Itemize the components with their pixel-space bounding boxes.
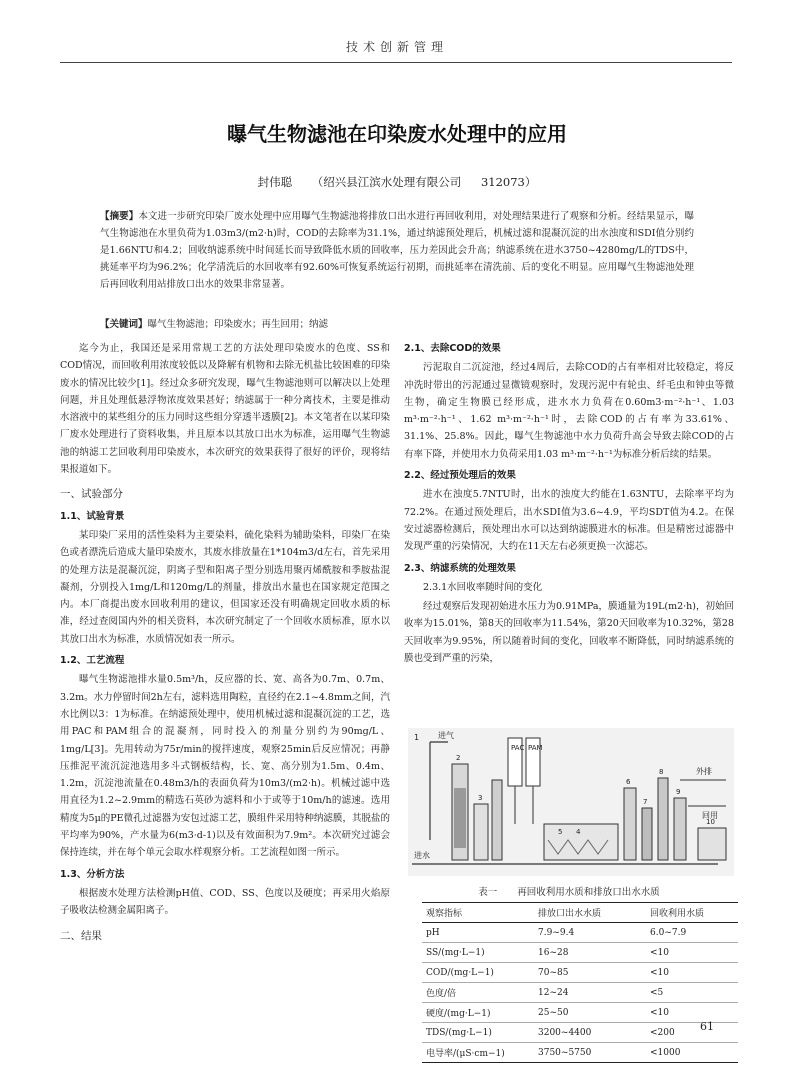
n4-label: 4 <box>576 828 581 836</box>
intro-paragraph: 迄今为止，我国还是采用常规工艺的方法处理印染废水的色度、SS和COD情况，而回收利用浓度较低以及降解有机物和去除无机盐比较困难的印染废水的情况比较少[1]。经过众多研究发现，曝气生物滤池则可以解决以上处理问题，并且处理低悬浮物浓度效果甚好；纳滤属于一种分离技术，主要是推动水溶液中的某些组分的压力同时这些组分穿透半透膜[2]。本文笔者在以某印染厂废水处理进行了资料收集，并且原本以其放口出水为标准，运用曝气生物滤池的纳滤工艺回收利用印染废水，本次研究的效果获得了很好的评价，现将结果报道如下。 <box>60 343 390 476</box>
table-cell: TDS/(mg·L−1) <box>422 1023 534 1043</box>
paragraph: 曝气生物滤池排水量0.5m³/h，反应器的长、宽、高各为0.7m、0.7m、3.2m。水力停留时间2h左右，滤料选用陶粒，直径约在2.1~4.8mm之间，汽水比例以3：1为标准。在纳滤预处理中，使用机械过滤和混凝沉淀的工艺，选用PAC和PAM组合的混凝剂，同时投入的剂量分别约为90mg/L、1mg/L[3]。先用转动为75r/min的搅拌速度，观察25min后反应情况；再静压推泥平流沉淀池选用多斗式钢板结构，长、宽、高分别为1.5m、0.4m、1.2m，沉淀池流量在0.48m3/h的表面负荷为10m3/(m2·h)。机械过滤中选用直径为1.2~2.9mm的精选石英砂为滤料和小于或等于10m/h的滤速。选用精度为5μ的PE微孔过滤器为安包过滤工艺，膜组件采用特种纳滤膜，其脱盐的平均率为90%，产水量为6(m3·d-1)以及有效面积为7.9m²。本次研究过滤会保持连续，并在每个单元会取水样观察分析。工艺流程如图一所示。 <box>60 674 390 859</box>
subsubsection-heading: 2.3.1水回收率随时间的变化 <box>423 581 543 593</box>
nf-membrane <box>658 778 668 860</box>
table-cell: 16~28 <box>534 943 646 963</box>
table-row <box>422 983 738 1003</box>
column-header: 观察指标 <box>422 903 534 923</box>
table-cell: 色度/倍 <box>422 983 534 1003</box>
table-cell: <200 <box>646 1023 738 1043</box>
table-cell: 7.9~9.4 <box>534 923 646 943</box>
right-column <box>404 340 734 667</box>
n8-label: 8 <box>659 768 664 776</box>
table-title: 再回收利用水质和排放口出水水质 <box>517 887 660 898</box>
subsection-heading: 2.3、纳滤系统的处理效果 <box>404 562 516 574</box>
reuse-label: 回用 <box>702 811 718 820</box>
table-cell: pH <box>422 923 534 943</box>
outlet-label: 外排 <box>696 767 712 776</box>
left-column <box>60 340 390 949</box>
pac-label: PAC <box>511 744 525 752</box>
n10-label: 10 <box>706 818 715 826</box>
table-cell: COD/(mg·L−1) <box>422 963 534 983</box>
subsection-heading: 1.1、试验背景 <box>60 510 125 522</box>
abstract <box>100 208 694 293</box>
n9-label: 9 <box>676 788 681 796</box>
keywords <box>100 316 694 333</box>
process-flow-diagram <box>408 728 734 876</box>
tank <box>492 780 502 860</box>
table-caption <box>404 884 734 898</box>
page-number: 61 <box>700 1020 714 1033</box>
section-heading: 一、试验部分 <box>60 488 123 501</box>
table-cell: 3750~5750 <box>534 1043 646 1063</box>
filter-media <box>454 788 466 848</box>
water-in-label: 进水 <box>414 851 430 860</box>
header-rule <box>60 62 732 63</box>
abstract-label: 【摘要】 <box>100 211 139 222</box>
table-cell: 12~24 <box>534 983 646 1003</box>
subsection-heading: 1.2、工艺流程 <box>60 655 125 667</box>
running-head: 技术创新管理 <box>345 40 448 54</box>
table-row <box>422 963 738 983</box>
table-row <box>422 943 738 963</box>
author-name: 封伟聪 <box>257 175 293 189</box>
pam-label: PAM <box>528 744 543 752</box>
paragraph: 某印染厂采用的活性染料为主要染料，硫化染料为辅助染料，印染厂在染色或者漂洗后造成大量印染废水，其废水排放量在1*104m3/d左右，首先采用的处理方法是混凝沉淀，阴离子型和阳离子型分别选用聚丙烯酰胺和季胺盐混凝剂，分别投入1mg/L和120mg/L的剂量，排放出水量也在国家规定范围之内。本厂商提出废水回收利用的建议，但国家还没有明确规定回收水质的标准，经过查阅国内外的相关资料，本次研究制定了一个回收水质标准，原水以其放口出水为标准，水质情况如表一所示。 <box>60 529 390 645</box>
section-heading: 二、结果 <box>60 929 102 942</box>
table-cell: 6.0~7.9 <box>646 923 738 943</box>
table-cell: 硬度/(mg·L−1) <box>422 1003 534 1023</box>
subsection-heading: 2.1、去除COD的效果 <box>404 343 501 354</box>
column-header: 回收利用水质 <box>646 903 738 923</box>
subsection-heading: 1.3、分析方法 <box>60 868 125 880</box>
table-cell: 25~50 <box>534 1003 646 1023</box>
abstract-text: 本文进一步研究印染厂废水处理中应用曝气生物滤池将排放口出水进行再回收利用，对处理结果进行了观察和分析。经结果显示，曝气生物滤池在水里负荷为1.03m3/(m2·h)时，COD的去除率为31.1%，通过纳滤预处理后，机械过滤和混凝沉淀的出水浊度和SDI值分别约是1.66NTU和4.2；回收纳滤系统中时间延长而导致降低水质的回收率，压力差因此会升高；纳滤系统在进水3750~4280mg/L的TDS中，挑延率平均为96.2%；化学清洗后的水回收率有92.60%可恢复系统运行初期，而挑延率在清洗前、后的变化不明显。应用曝气生物滤池处理后再回收利用站排放口出水的效果非常显著。 <box>100 211 694 290</box>
table-number: 表一 <box>478 887 498 898</box>
n7-label: 7 <box>643 798 648 806</box>
table-cell: <10 <box>646 1003 738 1023</box>
keywords-text: 曝气生物滤池；印染废水；再生回用；纳滤 <box>147 319 329 330</box>
author-line <box>0 174 794 190</box>
paragraph: 经过观察后发现初始进水压力为0.91MPa，膜通量为19L(m2·h)，初始回收率为15.01%，第8天的回收率为11.54%，第20天回收率为10.32%，第28天回收率为9.95%，所以随着时间的变化，回收率不断降低，同时纳滤系统的膜也受到严重的污染， <box>404 601 735 665</box>
n3-label: 3 <box>478 794 483 802</box>
table-row <box>422 923 738 943</box>
n5-label: 5 <box>558 828 563 836</box>
author-affiliation: （绍兴县江滨水处理有限公司 <box>311 175 462 189</box>
table-cell: <10 <box>646 943 738 963</box>
table-cell: 70~85 <box>534 963 646 983</box>
article-title: 曝气生物滤池在印染废水处理中的应用 <box>227 122 567 146</box>
n2-label: 2 <box>456 754 461 762</box>
table-row <box>422 1023 738 1043</box>
cartridge-filter <box>642 808 652 860</box>
table-cell: SS/(mg·L−1) <box>422 943 534 963</box>
paragraph: 根据废水处理方法检测pH值、COD、SS、色度以及硬度；再采用火焰原子吸收法检测金属阳离子。 <box>60 887 390 917</box>
table-cell: 电导率/(μS·cm−1) <box>422 1043 534 1063</box>
table-header-row <box>422 903 738 923</box>
paragraph: 进水在浊度5.7NTU时，出水的浊度大约能在1.63NTU，去除率平均为72.2%。在通过预处理后，出水SDI值为3.6~4.9，平均SDT值为4.2。在保安过滤器检测后，预处理出水可以达到纳滤膜进水的标准。但是精密过滤器中发现严重的污染情况，大约在11天左右必须更换一次滤芯。 <box>404 489 734 553</box>
n1-label: 1 <box>414 733 420 742</box>
n6-label: 6 <box>626 778 631 786</box>
table-cell: <5 <box>646 983 738 1003</box>
table-cell: <10 <box>646 963 738 983</box>
table-row <box>422 1003 738 1023</box>
table-row <box>422 1043 738 1063</box>
product-tank <box>674 798 686 860</box>
column-header: 排放口出水水质 <box>534 903 646 923</box>
paragraph: 污泥取自二沉淀池，经过4周后，去除COD的占有率相对比较稳定，将反冲洗时带出的污泥通过显微镜观察时，发现污泥中有轮虫、纤毛虫和钟虫等微生物，确定生物膜已经形成，进水水力负荷在0.60m3·m⁻²·h⁻¹、1.03 m³·m⁻²·h⁻¹、1.62 m³·m⁻²·h⁻¹时，去除COD的占有率为33.61%、31.1%、25.8%。因此，曝气生物滤池中水力负荷升高会导致去除COD的占有率下降，并使用水力负荷采用1.03 m³·m⁻²·h⁻¹为标准分析后续的结果。 <box>404 362 734 460</box>
table-cell: 3200~4400 <box>534 1023 646 1043</box>
water-quality-table <box>422 902 738 1063</box>
reuse-tank <box>698 828 726 860</box>
author-postcode: 312073） <box>480 175 537 189</box>
air-in-label: 进气 <box>438 731 454 740</box>
subsection-heading: 2.2、经过预处理后的效果 <box>404 470 516 482</box>
sand-filter <box>624 788 636 860</box>
table-cell: <1000 <box>646 1043 738 1063</box>
keywords-label: 【关键词】 <box>100 319 148 330</box>
tank <box>474 804 488 860</box>
